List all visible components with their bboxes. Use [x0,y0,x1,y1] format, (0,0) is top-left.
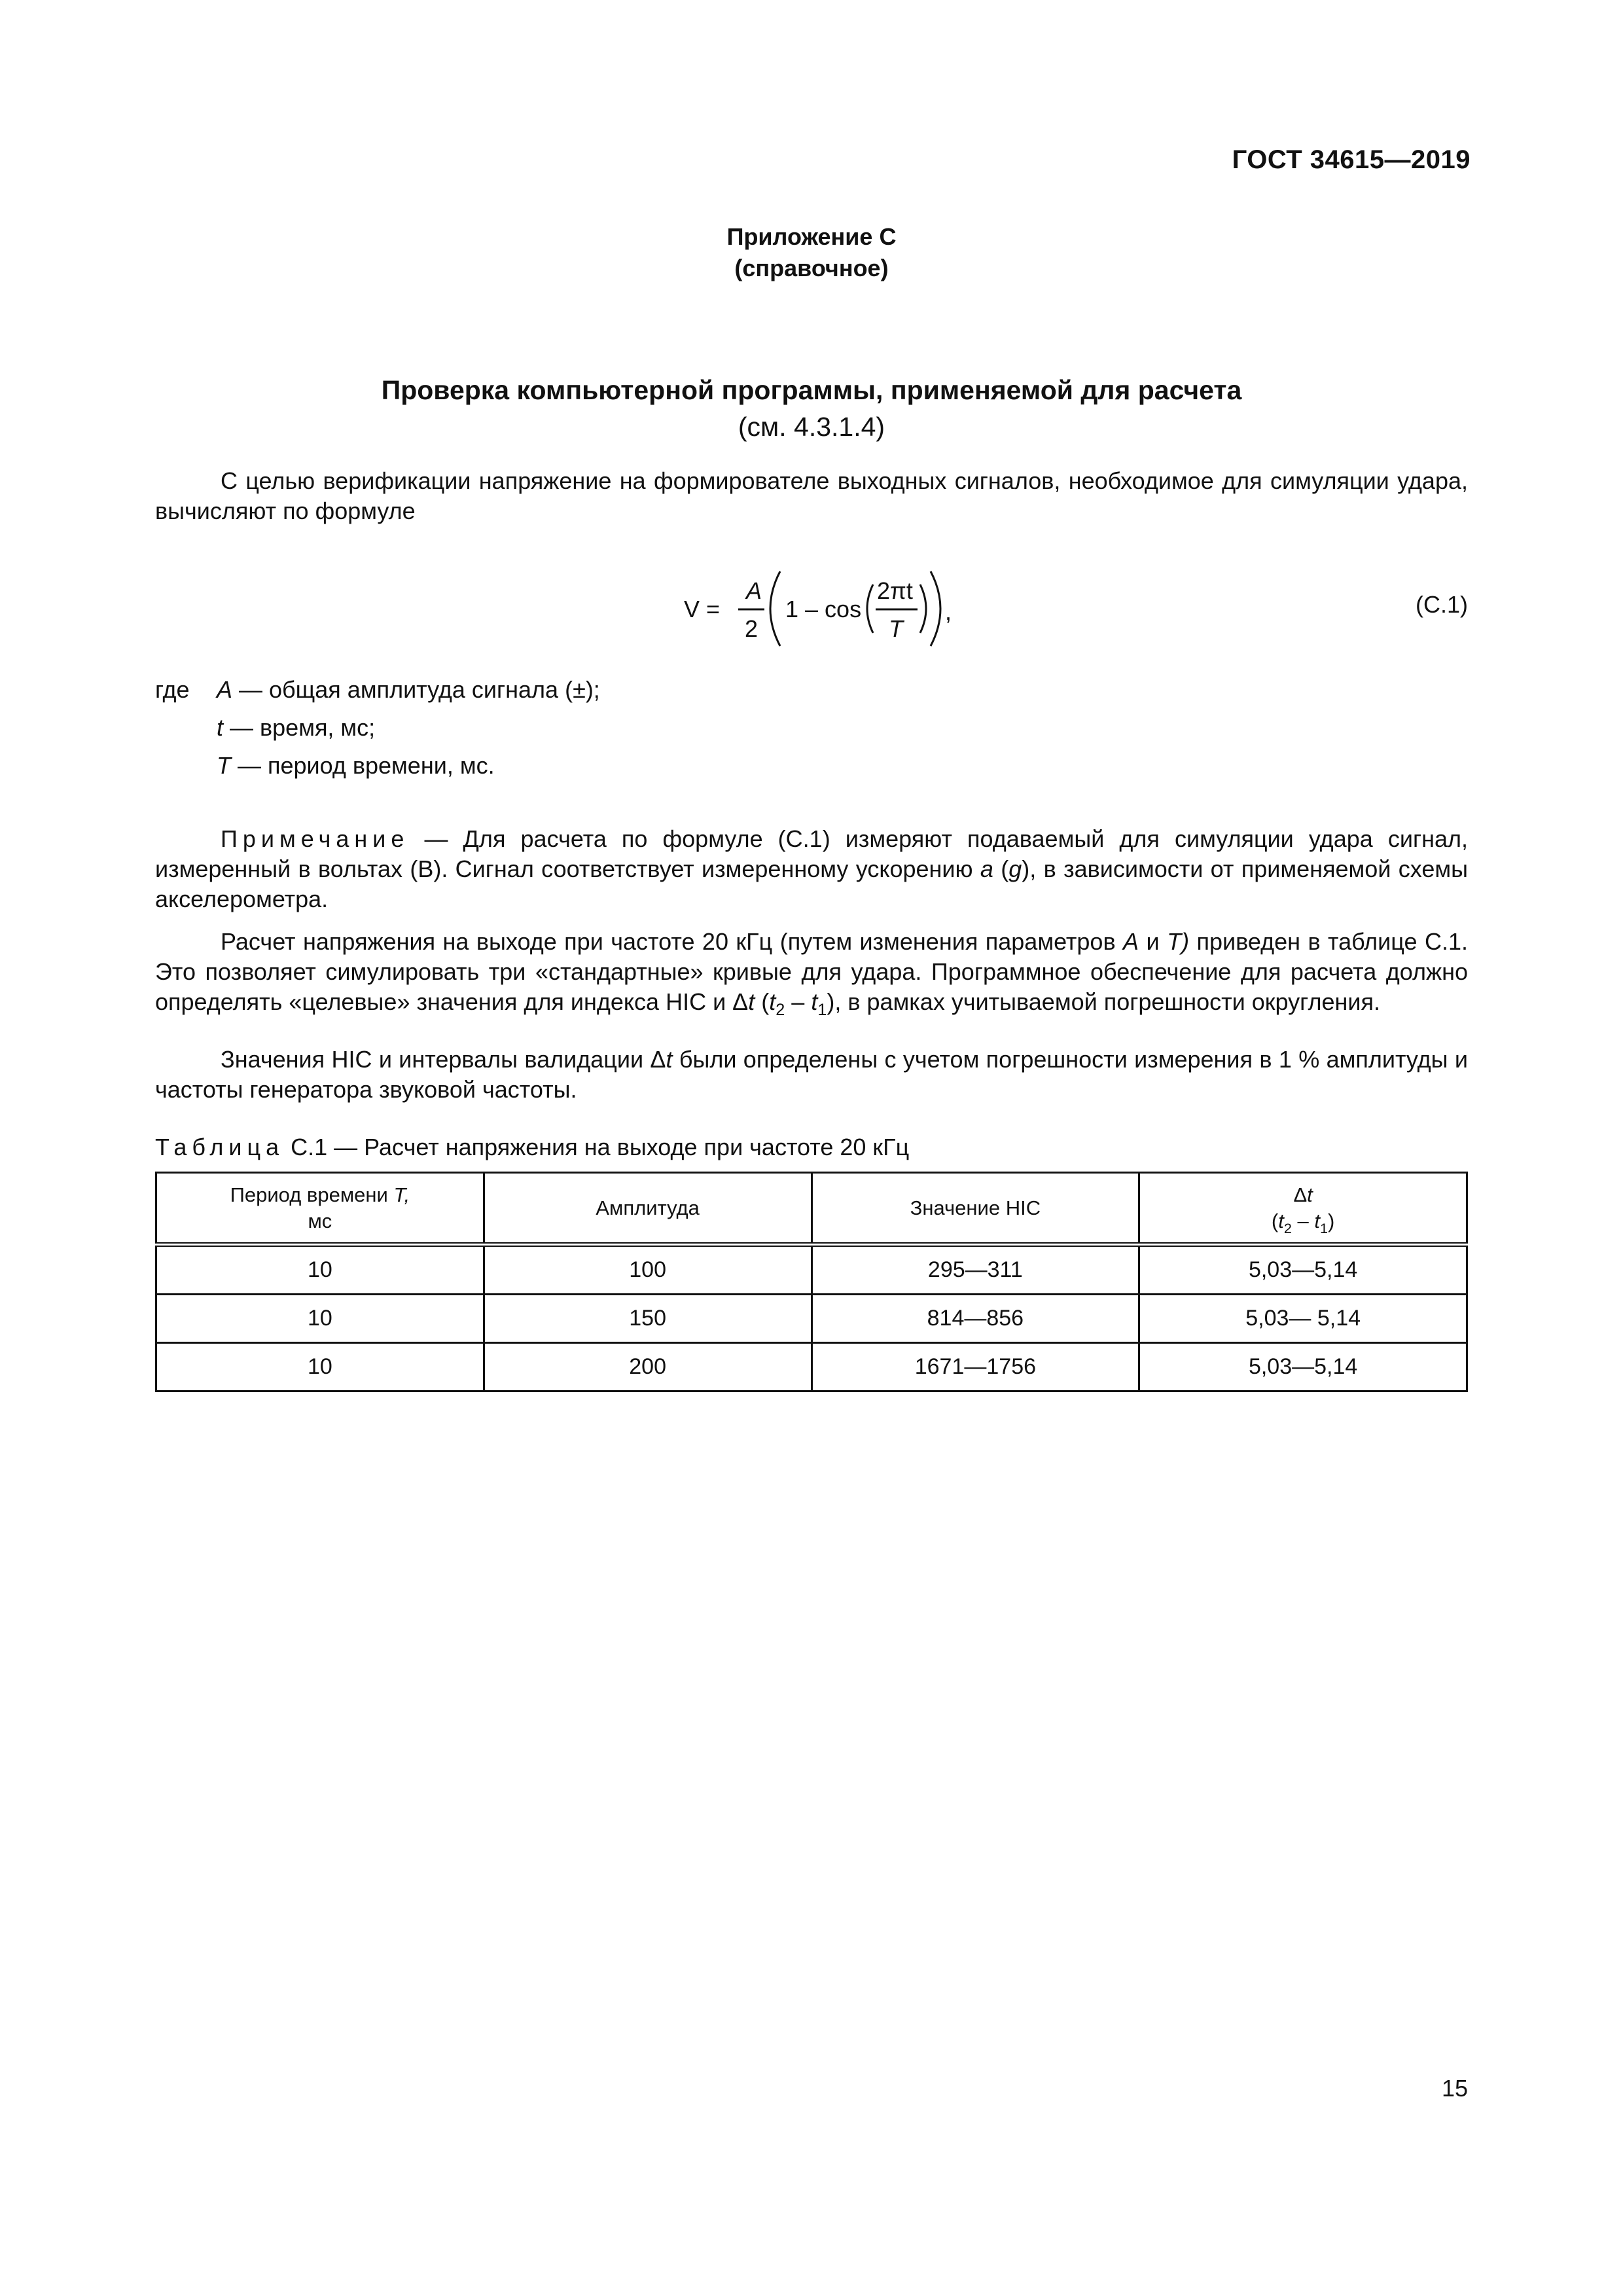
legend-item: T — период времени, мс. [217,752,495,779]
intro-paragraph: С целью верификации напряжение на формирователе выходных сигналов, необходимое для симуляции удара, вычисляют по формуле [155,467,1468,524]
cell-delta-t: 5,03—5,14 [1139,1343,1467,1391]
col-delta-t: Δt $(t_2 - t_1)$ [1139,1173,1467,1245]
formula-tail: , [945,598,952,625]
voltage-paragraph: Расчет напряжения на выходе при частоте 20 кГц (путем изменения параметров A и T) приведен в таблице С.1. Это позволяет симулировать три «стандартные» кривые для удара. Программное обеспечение для расчета должно определять «целевые» значения для индекса HIC и Δt $(t_2 - t_1)$, в рамках учитываемой погрешности округления. [155,928,1468,1019]
note-paragraph: Примечание — Для расчета по формуле (С.1) измеряют подаваемый для симуляции удара сигнал, измеренный в вольтах (В). Сигнал соответствует измеренному ускорению a (g), в зависимости от применяемой схемы акселерометра. [155,825,1469,912]
formula-inner-paren-left [867,584,873,633]
voltage-table [155,1172,1468,1392]
col-hic: Значение HIC [812,1173,1139,1245]
appendix-heading [0,221,1623,284]
formula-inner-den: T [889,615,903,642]
table-row [156,1245,1467,1295]
note-label: Примечание [221,825,410,852]
cell-delta-t: 5,03— 5,14 [1139,1295,1467,1343]
cell-period: 10 [156,1295,484,1343]
table-row [156,1343,1467,1391]
cell-hic: 1671—1756 [812,1343,1139,1391]
cell-period: 10 [156,1245,484,1295]
legend-item: A — общая амплитуда сигнала (±); [217,676,600,703]
formula-inner: 1 – cos [785,596,862,622]
formula-lhs: V = [684,596,721,622]
cell-amplitude: 100 [484,1245,812,1295]
page-number: 15 [1441,2075,1468,2102]
col-amplitude: Амплитуда [484,1173,812,1245]
cell-period: 10 [156,1343,484,1391]
section-title: Проверка компьютерной программы, применяемой для расчета [381,375,1242,405]
formula-inner-paren-right [920,584,926,633]
section-reference: (см. 4.3.1.4) [738,412,885,442]
formula-frac-num: A [746,577,762,604]
table-caption: Таблица С.1 — Расчет напряжения на выходе при частоте 20 кГц [155,1134,910,1160]
cell-amplitude: 200 [484,1343,812,1391]
cell-hic: 814—856 [812,1295,1139,1343]
legend-item: t — время, мс; [217,714,376,741]
table-row [156,1295,1467,1343]
table-caption-label: Таблица [155,1134,285,1160]
legend-where: где [155,676,190,703]
hic-paragraph: Значения HIC и интервалы валидации Δt были определены с учетом погрешности измерения в 1 % амплитуды и частоты генератора звуковой частоты. [155,1046,1468,1103]
appendix-title: Приложение С [726,223,897,250]
section-heading [0,372,1623,445]
cell-delta-t: 5,03—5,14 [1139,1245,1467,1295]
formula-frac-den: 2 [745,615,758,642]
formula-number: (С.1) [1416,591,1468,618]
formula-c1 [681,560,955,658]
formula-paren-right [931,571,940,646]
appendix-type: (справочное) [734,255,889,281]
col-period: Период времени T, мс [156,1173,484,1245]
document-code: ГОСТ 34615—2019 [1232,145,1471,174]
formula-paren-left [770,571,780,646]
cell-amplitude: 150 [484,1295,812,1343]
formula-inner-num: 2πt [877,577,913,604]
cell-hic: 295—311 [812,1245,1139,1295]
table-header-row [156,1173,1467,1245]
